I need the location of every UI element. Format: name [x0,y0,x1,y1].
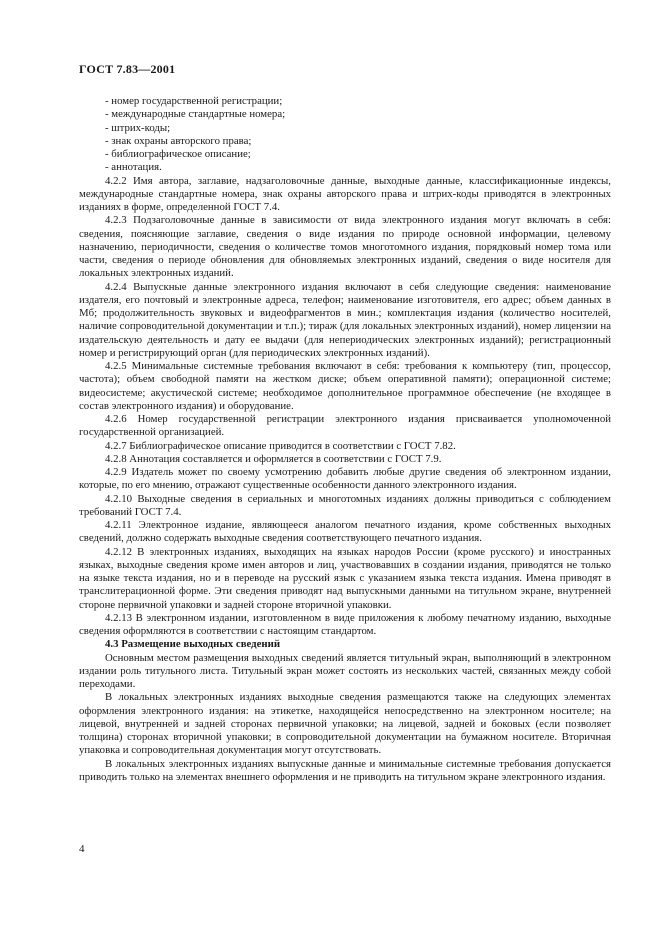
document-header: ГОСТ 7.83—2001 [79,62,176,76]
paragraph-4-2-6: 4.2.6 Номер государственной регистрации электронного издания присваивается уполномоченной государственной организацией. [79,413,611,439]
paragraph-4-2-12: 4.2.12 В электронных изданиях, выходящих на языках народов России (кроме русского) и иностранных языках, выходные сведения кроме имен авторов и лиц, участвовавших в создании издания, приводятся не только на языке текста издания, но и в переводе на русский язык с указанием языка текста издания. Имена приводят в транслитерационной форме. Эти сведения приводят над выпускными данными на титульном экране, внутренней стороне первичной упаковки и задней стороне вторичной упаковки. [79,545,611,611]
paragraph-4-2-4: 4.2.4 Выпускные данные электронного издания включают в себя следующие сведения: наименование издателя, его почтовый и электронные адреса, телефон; наименование изготовителя, его адрес; объем данных в Мб; продолжительность звуковых и видеофрагментов в мин.; комплектация издания (количество носителей, наличие сопроводительной документации и т.п.); тираж (для локальных электронных изданий), номер лицензии на издательскую деятельность и дату ее выдачи (для непериодических электронных изданий); регистрационный номер и регистрирующий орган (для периодических электронных изданий). [79,280,611,359]
paragraph-4-2-10: 4.2.10 Выходные сведения в сериальных и многотомных изданиях должны приводиться с соблюдением требований ГОСТ 7.4. [79,492,611,518]
list-item: - знак охраны авторского права; [105,134,252,147]
paragraph-4-2-3: 4.2.3 Подзаголовочные данные в зависимости от вида электронного издания могут включать в себя: сведения, поясняющие заглавие, сведения о виде издания по природе основной информации, целевому назначению, периодичности, сведения о количестве томов многотомного издания, порядковый номер тома или части, сведения о периоде обновления для обновляемых электронных изданий, сведения о виде носителя для локальных электронных изданий. [79,214,611,280]
paragraph-4-2-11: 4.2.11 Электронное издание, являющееся аналогом печатного издания, кроме собственных выходных сведений, должно содержать выходные сведения соответствующего печатного издания. [79,519,611,545]
bullet-list [79,95,611,175]
paragraph-4-2-5: 4.2.5 Минимальные системные требования включают в себя: требования к компьютеру (тип, процессор, частота); объем свободной памяти на жестком диске; объем оперативной памяти); операционной системе; видеосистеме; акустической системе; необходимое дополнительное программное обеспечение (не входящее в состав электронного издания) и оборудование. [79,360,611,412]
list-item: - аннотация. [105,161,162,174]
paragraph-4-2-9: 4.2.9 Издатель может по своему усмотрению добавить любые другие сведения об электронном издании, которые, по его мнению, отражают существенные особенности данного электронного издания. [79,466,611,492]
paragraph-4-2-2: 4.2.2 Имя автора, заглавие, надзаголовочные данные, выходные данные, классификационные индексы, международные стандартные номера, знак охраны авторского права и штрих-коды приводятся в электронных изданиях в форме, определенной ГОСТ 7.4. [79,174,611,213]
list-item: - номер государственной регистрации; [105,95,283,107]
section-paragraph: Основным местом размещения выходных сведений является титульный экран, выполняющий в электронном издании роль титульного листа. Титульный экран может состоять из нескольких частей, связанных между собой переходами. [79,651,611,690]
paragraph-4-2-7: 4.2.7 Библиографическое описание приводится в соответствии с ГОСТ 7.82. [105,439,456,452]
paragraph-4-2-8: 4.2.8 Аннотация составляется и оформляется в соответствии с ГОСТ 7.9. [105,452,442,465]
paragraph-4-2-13: 4.2.13 В электронном издании, изготовленном в виде приложения к любому печатному изданию, выходные сведения оформляются в соответствии с настоящим стандартом. [79,611,611,637]
section-paragraph: В локальных электронных изданиях выпускные данные и минимальные системные требования допускается приводить только на элементах внешнего оформления и не приводить на титульном экране электронного издания. [79,757,611,783]
list-item: - библиографическое описание; [105,148,251,160]
page-body [79,95,611,784]
list-item: - международные стандартные номера; [105,108,286,121]
page-number: 4 [79,843,85,855]
list-item: - штрих-коды; [105,121,171,134]
section-paragraph: В локальных электронных изданиях выходные сведения размещаются также на следующих элементах оформления электронного издания: на этикетке, находящейся непосредственно на электронном носителе; на лицевой, внутренней и задней сторонах первичной упаковки; на лицевой, задней и боковых (если позволяет толщина) сторонах вторичной упаковки; в сопроводительной документации на бумажном носителе. Вторичная упаковка и сопроводительная документация могут отсутствовать. [79,691,611,757]
section-heading: 4.3 Размещение выходных сведений [105,638,281,651]
